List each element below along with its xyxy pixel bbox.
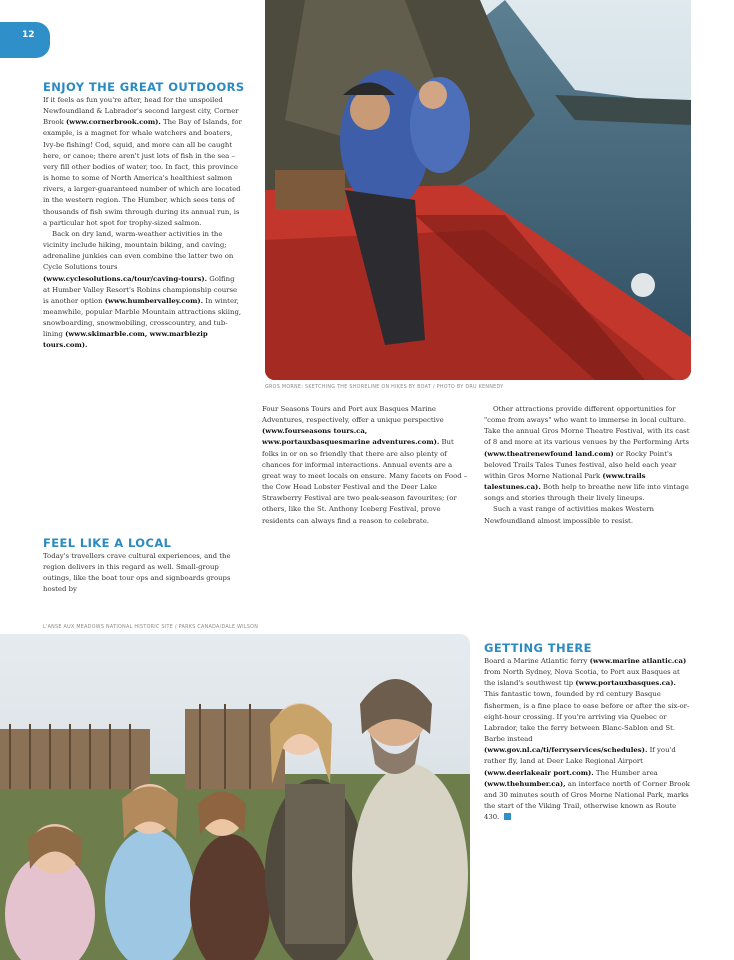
local-p1-tail: But folks in or on so friendly that there are also plenty of chances for informal interactions. Annual events are a great way to meet locals on ensure. Many facets on Food – the Cow Head Lobster Festival and the Deer Lake Strawberry Festival are two peak-season favourites; (or others, like the St. Anthony Iceberg Festival, prove residents can always find a reason to celebrate. [262, 438, 468, 525]
boat-tour-photo [265, 0, 691, 380]
heading-outdoors: ENJOY THE GREAT OUTDOORS [43, 80, 245, 94]
outdoors-body [43, 95, 243, 523]
getting-p1-mid2: This fantastic town, founded by rd century Basque fishermen, is a fine place to ease before or after the six-or-eight-hour crossing. If you're arriving via Quebec or Labrador, take the ferry between Blanc-Sablon and St. Barbe instead [484, 690, 690, 744]
outdoors-p1: If it feels as fun you're after, head for the unspoiled Newfoundland & Labrador's second largest city, Corner Brook [43, 96, 239, 127]
page-number-tab [0, 22, 50, 58]
outdoors-p2-mid: Golfing at Humber Valley Resort's Robins championship course is another option [43, 274, 238, 305]
link-fourseasons[interactable]: (www.fourseasons tours.ca, www.portauxbasquesmarine adventures.com). [262, 427, 440, 447]
link-ferryservices[interactable]: (www.gov.nl.ca/ti/ferryservices/schedules). [484, 746, 648, 755]
link-humbervalley[interactable]: (www.humbervalley.com). [104, 296, 204, 305]
bottom-photo-caption: L'ANSE AUX MEADOWS NATIONAL HISTORIC SITE / PARKS CANADA/DALE WILSON [43, 625, 259, 630]
getting-p1-tail: an interface north of Corner Brook and 30 minutes south of Gros Morne National Park, marks the start of the Viking Trail, otherwise known as Route 430. [484, 779, 690, 822]
local-p1: Today's travellers crave cultural experiences, and the region delivers in this regard as well. Small-group outings, like the boat tour ops and signboards groups hosted by [43, 552, 231, 594]
local-body-col1 [43, 551, 243, 618]
link-portauxbasques[interactable]: (www.portauxbasques.ca). [575, 679, 676, 688]
interp-p1-tail: Both help to breathe new life into vintage songs and stories through their lively lineups. [484, 483, 689, 503]
getting-p1-mid3: If you'd rather fly, land at Deer Lake Regional Airport [484, 746, 676, 766]
outdoors-p2-tail: In winter, meanwhile, popular Marble Mountain attractions skiing, snowboarding, snowmobiling, crosscountry, and tub-lining [43, 296, 242, 339]
getting-p1-mid: from North Sydney, Nova Scotia, to Port aux Basques at the island's southwest tip [484, 668, 680, 688]
viking-site-photo [0, 634, 470, 960]
link-theatrenewfoundland[interactable]: (www.theatrenewfound land.com) [484, 449, 614, 458]
local-p1-b: Four Seasons Tours and Port aux Basques Marine Adventures, respectively, offer a unique perspective [262, 405, 444, 425]
square-end-mark-icon [504, 813, 511, 820]
link-cyclesolutions[interactable]: (www.cyclesolutions.ca/tour/caving-tours). [43, 274, 207, 283]
heading-getting-there: GETTING THERE [484, 641, 592, 655]
outdoors-p2: Back on dry land, warm-weather activities in the vicinity include hiking, mountain biking, and caving; adrenaline junkies can even combine the latter two on Cycle Solutions tours [43, 229, 234, 272]
outdoors-p1-tail: The Bay of Islands, for example, is a magnet for whale watchers and boaters, Ivy-be fishing! Cod, squid, and more can all be caught here, or canoe; there aren't just lots of fish in the sea – very fill other bodies of water, too. In fact, this province is home to some of North America's healthiest salmon rivers, a larger-guaranteed number of which are located in the western region. The Humber, which sees tens of thousands of fish swim through during its annual run, is a particular hot spot for trophy-sized salmon. [43, 118, 242, 227]
interp-p2: Such a vast range of activities makes Western Newfoundland almost impossible to resist. [484, 505, 654, 525]
link-cornerbrook[interactable]: (www.cornerbrook.com). [66, 118, 161, 127]
link-deerlakeairport[interactable]: (www.deerlakeair port.com). [484, 768, 594, 777]
interp-p1: Other attractions provide different opportunities for "come from aways" who want to immerse in local culture. Take the annual Gros Morne Theatre Festival, with its cast of 8 and more at its various venues by the Performing Arts [484, 405, 690, 447]
link-thehumber[interactable]: (www.thehumber.ca), [484, 779, 566, 788]
interp-p1-mid: or Rocky Point's beloved Trails Tales Tunes festival, also held each year within Gros Morne National Park [484, 449, 677, 480]
local-body-col2 [262, 404, 470, 614]
getting-there-body [484, 656, 692, 918]
heading-local: FEEL LIKE A LOCAL [43, 536, 172, 550]
getting-p1: Board a Marine Atlantic ferry [484, 657, 588, 665]
link-marineatlantic[interactable]: (www.marine atlantic.ca) [589, 657, 687, 665]
getting-p1-mid4: The Humber area [595, 768, 658, 777]
page-number: 12 [22, 30, 35, 40]
interp-body [484, 404, 692, 626]
link-skimarble[interactable]: (www.skimarble.com, www.marblezip tours.com). [43, 330, 208, 350]
link-trailstales[interactable]: (www.trails talestunes.ca). [484, 471, 646, 492]
top-photo-caption: GROS MORNE: SKETCHING THE SHORELINE ON HIKES BY BOAT / PHOTO BY DRU KENNEDY [265, 385, 504, 390]
